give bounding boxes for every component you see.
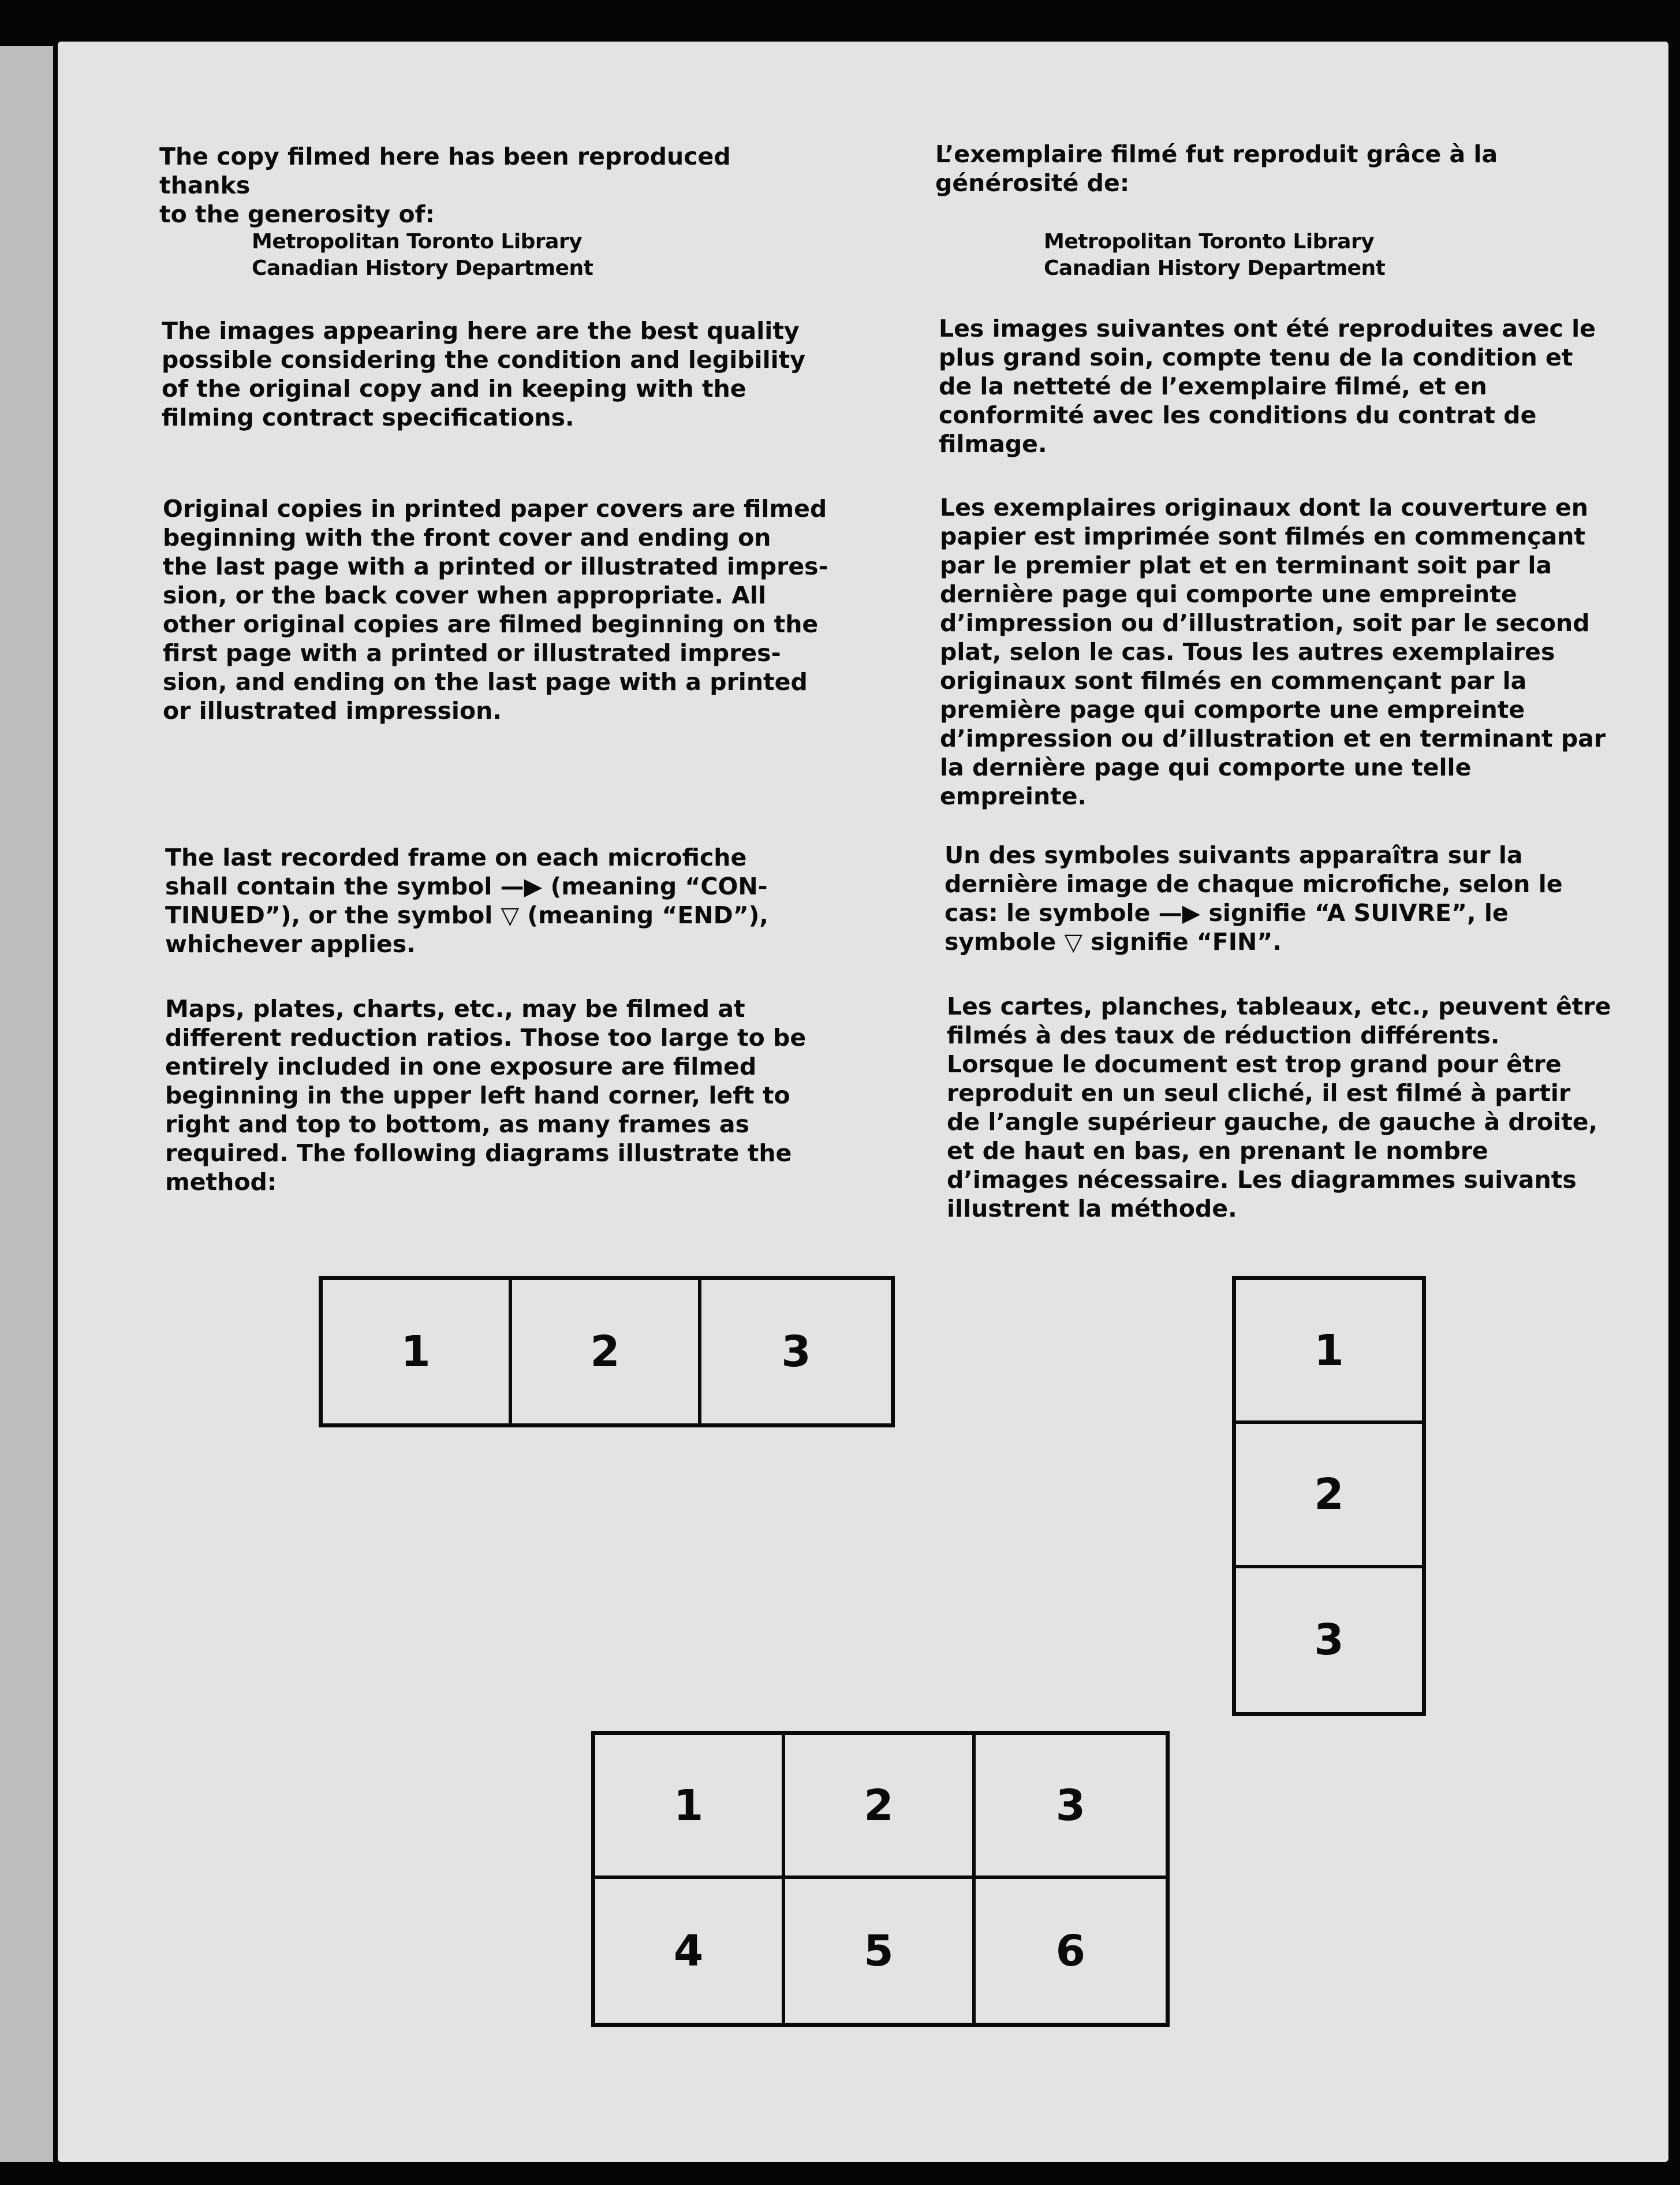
frame-cell: 1 [1236,1280,1422,1424]
english-quality: The images appearing here are the best quality possible considering the condition and legibility of the original copy and in keeping with the filming contract specifications. [162,317,806,431]
frame-cell: 3 [976,1735,1166,1879]
diagram-column-of-three [1232,1276,1426,1716]
english-symbols: The last recorded frame on each microfiche shall contain the symbol —▶ (meaning “CON- TINUED”), or the symbol ▽ (meaning “END”), whichever applies. [165,844,768,958]
english-maps: Maps, plates, charts, etc., may be filmed at different reduction ratios. Those too large to be entirely included in one exposure are filmed beginning in the upper left hand corner, left to right and top to bottom, as many frames as required. The following diagrams illustrate the method: [165,995,807,1196]
diagram-grid-of-six [591,1731,1170,2027]
french-originals: Les exemplaires originaux dont la couverture en papier est imprimée sont filmés en commençant par le premier plat et en terminant soit par la dernière page qui comporte une empreinte d’impression ou d’illustration, soit par le second plat, selon le cas. Tous les autres exemplaires originaux sont filmés en commençant par la première page qui comporte une empreinte d’impression ou d’illustration et en terminant par la dernière page qui comporte une telle empreinte. [940,494,1606,810]
french-thanks: L’exemplaire filmé fut reproduit grâce à la générosité de: [935,140,1498,197]
adjacent-page-edge [0,46,53,2162]
frame-cell: 2 [785,1735,975,1879]
french-quality: Les images suivantes ont été reproduites avec le plus grand soin, compte tenu de la condition et de la netteté de l’exemplaire filmé, et en conformité avec les conditions du contrat de filmage. [939,315,1596,458]
frame-cell: 3 [1314,1615,1344,1665]
frame-cell: 6 [1055,1926,1086,1976]
english-thanks: The copy filmed here has been reproduced thanks to the generosity of: [159,143,731,228]
frame-cell: 2 [512,1280,701,1423]
frame-cell: 5 [785,1879,975,2023]
english-library: Metropolitan Toronto Library Canadian History Department [252,230,593,280]
frame-cell: 1 [595,1735,785,1879]
frame-cell: 3 [781,1327,811,1377]
diagram-row-of-three [319,1276,895,1427]
french-symbols: Un des symboles suivants apparaîtra sur la dernière image de chaque microfiche, selon le cas: le symbole —▶ signifie “A SUIVRE”, le symbole ▽ signifie “FIN”. [944,841,1563,956]
frame-cell: 4 [595,1879,785,2023]
french-maps: Les cartes, planches, tableaux, etc., peuvent être filmés à des taux de réduction différents. Lorsque le document est trop grand pour être reproduit en un seul cliché, il est filmé à partir de l’angle supérieur gauche, de gauche à droite, et de haut en bas, en prenant le nombre d’images nécessaire. Les diagrammes suivants illustrent la méthode. [947,993,1611,1222]
french-library: Metropolitan Toronto Library Canadian History Department [1044,230,1386,280]
frame-cell: 1 [323,1280,512,1423]
frame-cell: 2 [1236,1424,1422,1568]
english-originals: Original copies in printed paper covers are filmed beginning with the front cover and ending on the last page with a printed or illustrated impres- sion, or the back cover when appropriate. All other original copies are filmed beginning on the first page with a printed or illustrated impres- sion, and ending on the last page with a printed or illustrated impression. [163,495,828,725]
